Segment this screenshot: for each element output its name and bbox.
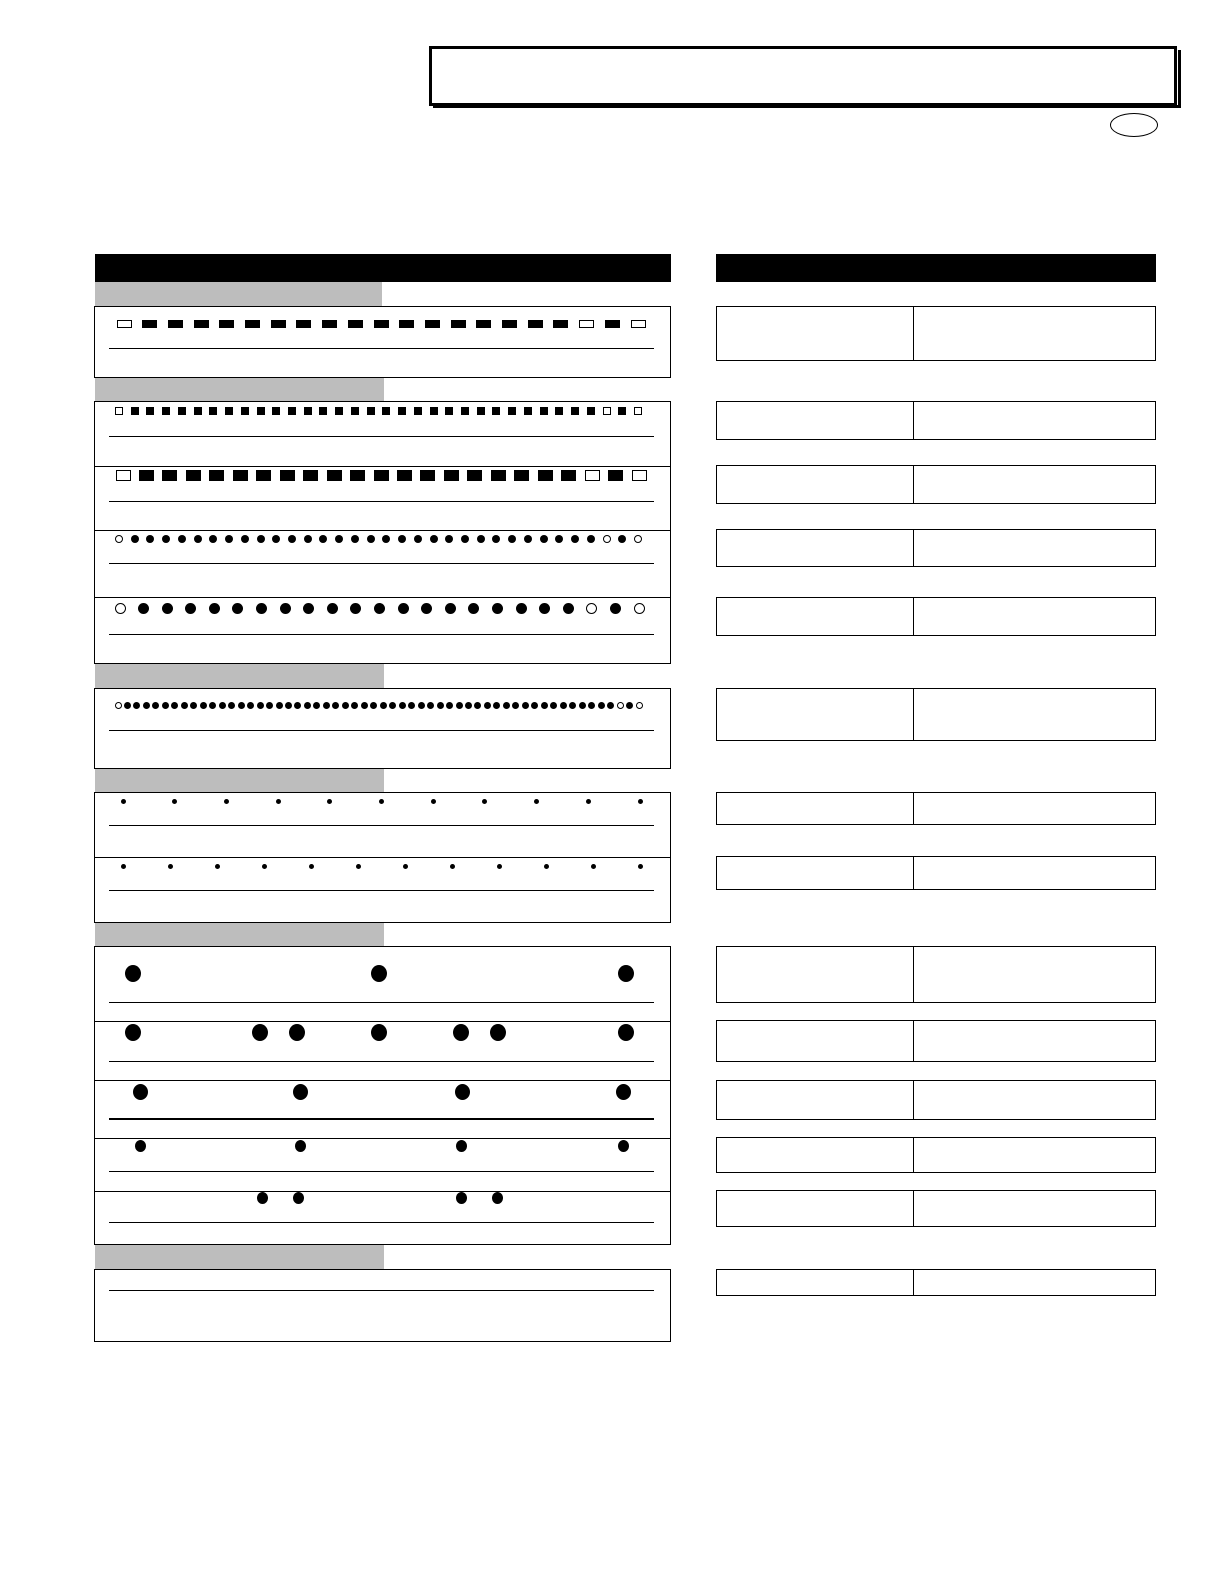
p11-mark-filled xyxy=(455,1084,470,1100)
right-box-2 xyxy=(716,401,1156,440)
p3-mark-filled xyxy=(514,470,529,481)
p4-mark-filled xyxy=(131,535,139,543)
p11-mark-filled xyxy=(293,1084,308,1100)
p3-mark-open xyxy=(585,470,600,481)
p6-mark-filled xyxy=(465,702,472,709)
panel-divider xyxy=(95,466,670,467)
p8-mark-filled xyxy=(262,864,267,869)
p6-mark-filled xyxy=(579,702,586,709)
p5-mark-filled xyxy=(445,603,456,614)
p1-mark-filled xyxy=(142,320,157,328)
p7-mark-filled xyxy=(224,799,229,804)
p7-mark-filled xyxy=(327,799,332,804)
panel-divider xyxy=(95,530,670,531)
p5-mark-open xyxy=(115,603,126,614)
p2-mark-filled xyxy=(225,407,233,415)
panel-rule xyxy=(109,634,654,635)
p4-mark-filled xyxy=(178,535,186,543)
panel-divider xyxy=(95,857,670,858)
right-box-12 xyxy=(716,1137,1156,1173)
p6-mark-filled xyxy=(408,702,415,709)
p1-mark-filled xyxy=(425,320,440,328)
p7-mark-filled xyxy=(586,799,591,804)
left-column-header xyxy=(95,254,671,282)
p6-mark-filled xyxy=(257,702,264,709)
p6-mark-filled xyxy=(266,702,273,709)
p6-mark-filled xyxy=(133,702,140,709)
p2-mark-filled xyxy=(540,407,548,415)
p6-mark-filled xyxy=(474,702,481,709)
p6-mark-filled xyxy=(427,702,434,709)
panel-rule xyxy=(109,1222,654,1223)
p6-mark-filled xyxy=(560,702,567,709)
section-tab-1 xyxy=(95,282,382,306)
p6-mark-filled xyxy=(484,702,491,709)
p2-mark-filled xyxy=(335,407,343,415)
p5-mark-open xyxy=(634,603,645,614)
p1-mark-open xyxy=(117,320,132,328)
p3-mark-filled xyxy=(608,470,623,481)
p2-mark-filled xyxy=(351,407,359,415)
page-badge-oval xyxy=(1110,113,1158,137)
p2-mark-filled xyxy=(477,407,485,415)
p11-mark-filled xyxy=(133,1084,148,1100)
p6-mark-filled xyxy=(550,702,557,709)
p2-mark-filled xyxy=(461,407,469,415)
panel-rule xyxy=(109,1290,654,1291)
p8-mark-filled xyxy=(450,864,455,869)
p2-mark-filled xyxy=(398,407,406,415)
panel-rule xyxy=(109,1171,654,1172)
right-box-10 xyxy=(716,1020,1156,1062)
panel-rule xyxy=(109,436,654,437)
p5-mark-filled xyxy=(256,603,267,614)
panel-rule xyxy=(109,730,654,731)
panel-divider xyxy=(95,597,670,598)
p1-mark-filled xyxy=(271,320,286,328)
p6-mark-filled xyxy=(418,702,425,709)
p7-mark-filled xyxy=(431,799,436,804)
p6-mark-filled xyxy=(598,702,605,709)
p12-mark-filled xyxy=(456,1140,467,1152)
p6-mark-filled xyxy=(219,702,226,709)
p4-mark-filled xyxy=(257,535,265,543)
p6-mark-filled xyxy=(626,702,633,709)
p1-mark-filled xyxy=(322,320,337,328)
section-tab-5 xyxy=(95,923,384,947)
p3-mark-filled xyxy=(420,470,435,481)
p7-mark-filled xyxy=(379,799,384,804)
p1-mark-filled xyxy=(374,320,389,328)
panel-rule xyxy=(109,348,654,349)
p8-mark-filled xyxy=(638,864,643,869)
panel-rule xyxy=(109,1061,654,1062)
p1-mark-filled xyxy=(296,320,311,328)
p2-mark-filled xyxy=(367,407,375,415)
p10-mark-filled xyxy=(618,1024,634,1041)
p5-mark-filled xyxy=(374,603,385,614)
p5-mark-filled xyxy=(162,603,173,614)
p6-mark-filled xyxy=(152,702,159,709)
p6-mark-filled xyxy=(389,702,396,709)
p2-mark-filled xyxy=(162,407,170,415)
p5-mark-filled xyxy=(421,603,432,614)
p2-mark-filled xyxy=(304,407,312,415)
p6-mark-filled xyxy=(512,702,519,709)
p2-mark-filled xyxy=(430,407,438,415)
p5-mark-filled xyxy=(516,603,527,614)
p6-mark-filled xyxy=(446,702,453,709)
p3-mark-filled xyxy=(303,470,318,481)
p6-mark-open xyxy=(115,702,122,709)
p12-mark-filled xyxy=(135,1140,146,1152)
p9-mark-filled xyxy=(125,965,141,982)
p6-mark-filled xyxy=(171,702,178,709)
p1-mark-open xyxy=(631,320,646,328)
p3-mark-filled xyxy=(256,470,271,481)
p2-mark-filled xyxy=(272,407,280,415)
p13-mark-filled xyxy=(456,1192,467,1204)
panel-1 xyxy=(94,306,671,378)
p11-mark-filled xyxy=(616,1084,631,1100)
section-tab-3 xyxy=(95,664,384,688)
panel-2 xyxy=(94,401,671,664)
p12-mark-filled xyxy=(295,1140,306,1152)
p6-mark-open xyxy=(636,702,643,709)
p2-mark-filled xyxy=(414,407,422,415)
p6-mark-filled xyxy=(285,702,292,709)
p4-mark-filled xyxy=(241,535,249,543)
p6-mark-filled xyxy=(456,702,463,709)
p1-mark-filled xyxy=(502,320,517,328)
p7-mark-filled xyxy=(638,799,643,804)
right-box-14 xyxy=(716,1269,1156,1296)
p5-mark-filled xyxy=(138,603,149,614)
p2-mark-filled xyxy=(178,407,186,415)
p2-mark-filled xyxy=(131,407,139,415)
p5-mark-filled xyxy=(209,603,220,614)
p1-mark-filled xyxy=(451,320,466,328)
p10-mark-filled xyxy=(453,1024,469,1041)
panel-rule xyxy=(109,1118,654,1120)
p5-mark-filled xyxy=(327,603,338,614)
section-tab-4 xyxy=(95,769,384,793)
p3-mark-filled xyxy=(233,470,248,481)
title-box xyxy=(429,46,1177,106)
panel-6 xyxy=(94,1269,671,1342)
p2-mark-filled xyxy=(382,407,390,415)
p6-mark-filled xyxy=(380,702,387,709)
panel-rule xyxy=(109,825,654,826)
p3-mark-open xyxy=(116,470,131,481)
p2-mark-filled xyxy=(571,407,579,415)
p5-mark-filled xyxy=(398,603,409,614)
p4-mark-open xyxy=(634,535,642,543)
p5-mark-filled xyxy=(468,603,479,614)
panel-rule xyxy=(109,501,654,502)
p4-mark-filled xyxy=(461,535,469,543)
p6-mark-filled xyxy=(351,702,358,709)
p10-mark-filled xyxy=(125,1024,141,1041)
p7-mark-filled xyxy=(121,799,126,804)
right-box-4 xyxy=(716,529,1156,567)
p1-mark-filled xyxy=(476,320,491,328)
p3-mark-filled xyxy=(444,470,459,481)
p5-mark-open xyxy=(586,603,597,614)
p6-mark-filled xyxy=(503,702,510,709)
panel-divider xyxy=(95,1191,670,1192)
p7-mark-filled xyxy=(172,799,177,804)
p2-mark-filled xyxy=(618,407,626,415)
p4-mark-filled xyxy=(414,535,422,543)
p6-mark-filled xyxy=(569,702,576,709)
p1-mark-filled xyxy=(553,320,568,328)
right-box-3 xyxy=(716,465,1156,504)
p12-mark-filled xyxy=(618,1140,629,1152)
p2-mark-filled xyxy=(146,407,154,415)
p1-mark-filled xyxy=(605,320,620,328)
p6-mark-filled xyxy=(588,702,595,709)
p2-mark-filled xyxy=(288,407,296,415)
p4-mark-filled xyxy=(288,535,296,543)
p2-mark-filled xyxy=(492,407,500,415)
p5-mark-filled xyxy=(232,603,243,614)
p5-mark-filled xyxy=(610,603,621,614)
p6-mark-filled xyxy=(209,702,216,709)
p6-mark-filled xyxy=(541,702,548,709)
p5-mark-filled xyxy=(303,603,314,614)
p7-mark-filled xyxy=(482,799,487,804)
p7-mark-filled xyxy=(276,799,281,804)
p6-mark-filled xyxy=(342,702,349,709)
p4-mark-filled xyxy=(430,535,438,543)
p9-mark-filled xyxy=(371,965,387,982)
panel-divider xyxy=(95,1138,670,1139)
p6-mark-filled xyxy=(276,702,283,709)
p6-mark-filled xyxy=(607,702,614,709)
section-tab-6 xyxy=(95,1245,384,1269)
p6-mark-filled xyxy=(332,702,339,709)
p4-mark-filled xyxy=(351,535,359,543)
p6-mark-filled xyxy=(143,702,150,709)
panel-5 xyxy=(94,946,671,1245)
p2-mark-filled xyxy=(319,407,327,415)
p3-mark-filled xyxy=(374,470,389,481)
p3-mark-filled xyxy=(561,470,576,481)
p8-mark-filled xyxy=(403,864,408,869)
p2-mark-filled xyxy=(587,407,595,415)
p10-mark-filled xyxy=(252,1024,268,1041)
panel-rule xyxy=(109,563,654,564)
p2-mark-filled xyxy=(257,407,265,415)
p5-mark-filled xyxy=(563,603,574,614)
right-box-7 xyxy=(716,792,1156,825)
section-tab-2 xyxy=(95,377,384,401)
p2-mark-filled xyxy=(555,407,563,415)
p6-mark-filled xyxy=(493,702,500,709)
p5-mark-filled xyxy=(539,603,550,614)
p2-mark-open xyxy=(603,407,611,415)
p3-mark-filled xyxy=(397,470,412,481)
panel-4 xyxy=(94,792,671,923)
p2-mark-filled xyxy=(524,407,532,415)
p3-mark-filled xyxy=(467,470,482,481)
p5-mark-filled xyxy=(280,603,291,614)
p8-mark-filled xyxy=(544,864,549,869)
p2-mark-filled xyxy=(241,407,249,415)
p3-mark-filled xyxy=(350,470,365,481)
p6-mark-filled xyxy=(361,702,368,709)
p8-mark-filled xyxy=(215,864,220,869)
p3-mark-filled xyxy=(538,470,553,481)
right-box-1 xyxy=(716,306,1156,361)
p8-mark-filled xyxy=(497,864,502,869)
p3-mark-open xyxy=(632,470,647,481)
panel-rule xyxy=(109,1002,654,1003)
panel-divider xyxy=(95,1080,670,1081)
p2-mark-open xyxy=(634,407,642,415)
p7-mark-filled xyxy=(534,799,539,804)
p6-mark-filled xyxy=(190,702,197,709)
p2-mark-filled xyxy=(445,407,453,415)
p8-mark-filled xyxy=(121,864,126,869)
p10-mark-filled xyxy=(490,1024,506,1041)
p13-mark-filled xyxy=(293,1192,304,1204)
p4-mark-filled xyxy=(540,535,548,543)
right-box-9 xyxy=(716,946,1156,1003)
p1-mark-filled xyxy=(245,320,260,328)
p1-mark-filled xyxy=(194,320,209,328)
right-box-11 xyxy=(716,1080,1156,1120)
p2-mark-filled xyxy=(194,407,202,415)
p5-mark-filled xyxy=(185,603,196,614)
p6-mark-filled xyxy=(124,702,131,709)
panel-rule xyxy=(109,890,654,891)
right-box-5 xyxy=(716,597,1156,636)
p6-mark-filled xyxy=(238,702,245,709)
p2-mark-filled xyxy=(508,407,516,415)
p8-mark-filled xyxy=(168,864,173,869)
p2-mark-open xyxy=(115,407,123,415)
p3-mark-filled xyxy=(491,470,506,481)
p1-mark-filled xyxy=(168,320,183,328)
p6-mark-filled xyxy=(531,702,538,709)
p4-mark-filled xyxy=(367,535,375,543)
p4-mark-filled xyxy=(194,535,202,543)
p6-mark-filled xyxy=(304,702,311,709)
p6-mark-filled xyxy=(162,702,169,709)
p4-mark-filled xyxy=(477,535,485,543)
p6-mark-filled xyxy=(323,702,330,709)
p5-mark-filled xyxy=(492,603,503,614)
p6-mark-filled xyxy=(200,702,207,709)
p10-mark-filled xyxy=(371,1024,387,1041)
p6-mark-filled xyxy=(437,702,444,709)
right-box-6 xyxy=(716,688,1156,741)
p4-mark-filled xyxy=(304,535,312,543)
p6-mark-filled xyxy=(228,702,235,709)
p6-mark-filled xyxy=(181,702,188,709)
p1-mark-filled xyxy=(348,320,363,328)
p2-mark-filled xyxy=(209,407,217,415)
p6-mark-filled xyxy=(370,702,377,709)
p8-mark-filled xyxy=(309,864,314,869)
p3-mark-filled xyxy=(186,470,201,481)
p4-mark-filled xyxy=(587,535,595,543)
p6-mark-filled xyxy=(313,702,320,709)
p10-mark-filled xyxy=(289,1024,305,1041)
p5-mark-filled xyxy=(350,603,361,614)
right-column-header xyxy=(716,254,1156,282)
p1-mark-filled xyxy=(399,320,414,328)
panel-3 xyxy=(94,688,671,769)
panel-divider xyxy=(95,1021,670,1022)
p1-mark-filled xyxy=(528,320,543,328)
p4-mark-open xyxy=(603,535,611,543)
p8-mark-filled xyxy=(356,864,361,869)
p13-mark-filled xyxy=(257,1192,268,1204)
p3-mark-filled xyxy=(209,470,224,481)
p6-mark-open xyxy=(617,702,624,709)
p9-mark-filled xyxy=(618,965,634,982)
p6-mark-filled xyxy=(522,702,529,709)
p4-mark-open xyxy=(115,535,123,543)
p6-mark-filled xyxy=(247,702,254,709)
p4-mark-filled xyxy=(524,535,532,543)
right-box-13 xyxy=(716,1190,1156,1227)
p13-mark-filled xyxy=(492,1192,503,1204)
p6-mark-filled xyxy=(399,702,406,709)
p3-mark-filled xyxy=(162,470,177,481)
p1-mark-filled xyxy=(219,320,234,328)
p3-mark-filled xyxy=(327,470,342,481)
p8-mark-filled xyxy=(591,864,596,869)
right-box-8 xyxy=(716,856,1156,890)
p3-mark-filled xyxy=(280,470,295,481)
p3-mark-filled xyxy=(139,470,154,481)
p1-mark-open xyxy=(579,320,594,328)
